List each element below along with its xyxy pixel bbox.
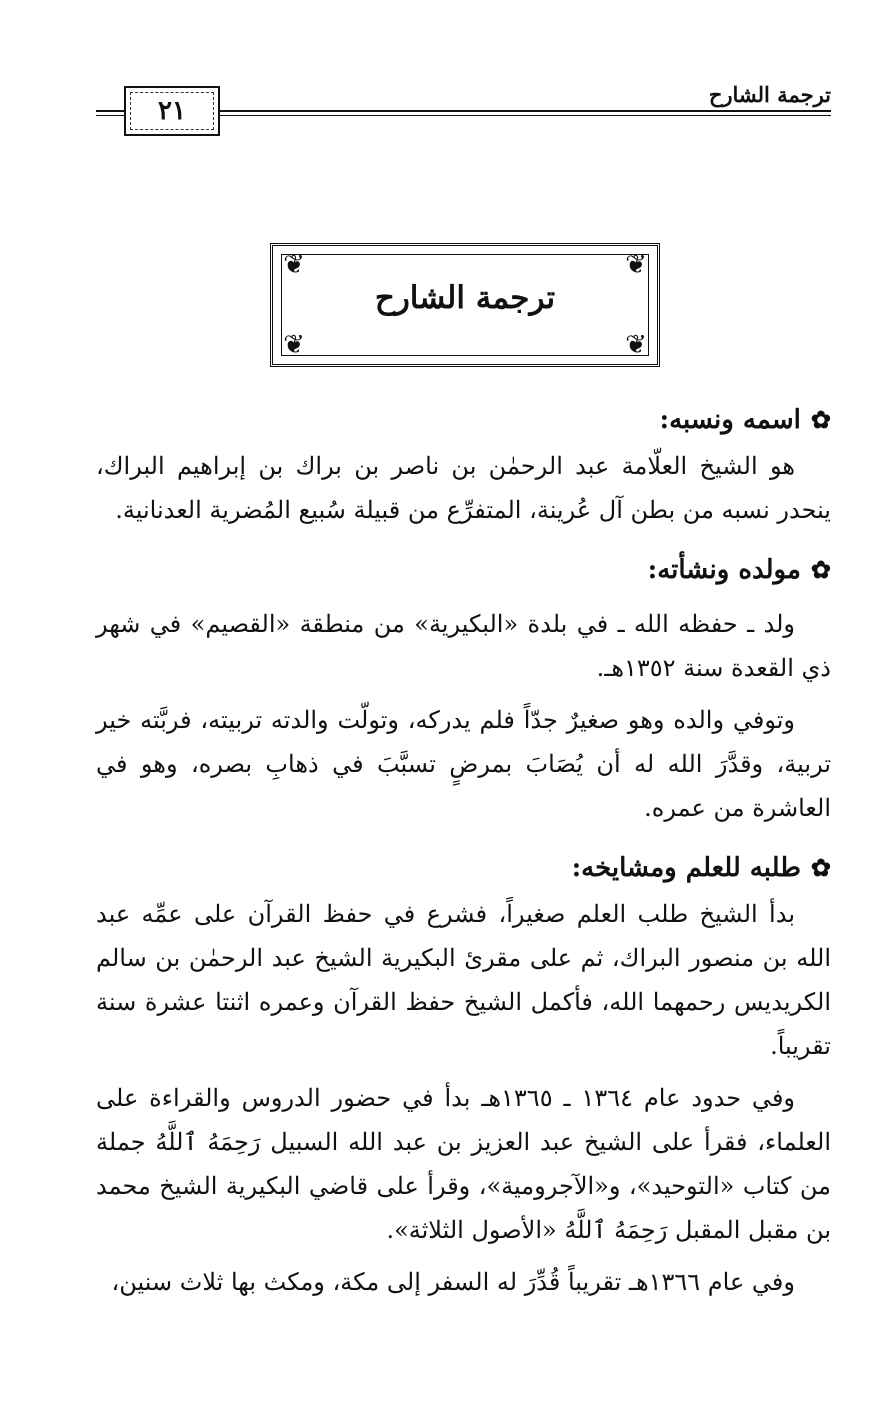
heading-name: [96, 396, 831, 444]
heading-study-text: طلبه للعلم ومشايخه:: [571, 853, 801, 883]
paragraph-study-1: بدأ الشيخ طلب العلم صغيراً، فشرع في حفظ القرآن على عمِّه عبد الله بن منصور البراك، ثم على مقرئ البكيرية الشيخ عبد الرحمٰن بن سالم الكريديس رحمهما الله، فأكمل الشيخ حفظ القرآن وعمره اثنتا عشرة سنة تقريباً.: [96, 900, 831, 1060]
ornament-icon: ❦: [283, 330, 305, 360]
flower-star-icon: ✿: [810, 405, 831, 434]
page-header: [96, 78, 831, 138]
flower-star-icon: ✿: [810, 853, 831, 882]
heading-birth-text: مولده ونشأته:: [647, 555, 801, 585]
ornament-icon: ❦: [625, 330, 647, 360]
heading-name-text: اسمه ونسبه:: [659, 405, 801, 435]
paragraph-birth-2: وتوفي والده وهو صغيرٌ جدّاً فلم يدركه، وتولّت والدته تربيته، فربَّته خير تربية، وقدَّرَ الله له أن يُصَابَ بمرضٍ تسبَّبَ في ذهابِ بصره، وهو في العاشرة من عمره.: [96, 706, 831, 822]
section-title-frame: [270, 243, 660, 367]
flower-star-icon: ✿: [810, 555, 831, 584]
paragraph-study-2: وفي حدود عام ١٣٦٤ ـ ١٣٦٥هـ بدأ في حضور الدروس والقراءة على العلماء، فقرأ على الشيخ عبد العزيز بن عبد الله السبيل رَحِمَهُ ٱللَّهُ جملة من كتاب «التوحيد»، و«الآجرومية»، وقرأ على قاضي البكيرية الشيخ محمد بن مقبل المقبل رَحِمَهُ ٱللَّهُ «الأصول الثلاثة».: [96, 1084, 831, 1244]
paragraph-study-3: وفي عام ١٣٦٦هـ تقريباً قُدِّرَ له السفر إلى مكة، ومكث بها ثلاث سنين،: [111, 1268, 795, 1296]
heading-birth: [96, 546, 831, 594]
page-number-box: [124, 86, 220, 136]
page-number: ٢١: [158, 96, 186, 126]
heading-study: [96, 844, 831, 892]
paragraph-name: هو الشيخ العلّامة عبد الرحمٰن بن ناصر بن براك بن إبراهيم البراك، ينحدر نسبه من بطن آل عُرينة، المتفرِّع من قبيلة سُبيع المُضرية العدنانية.: [96, 452, 831, 524]
section-title: ترجمة الشارح: [374, 280, 556, 316]
paragraph-birth-1: ولد ـ حفظه الله ـ في بلدة «البكيرية» من منطقة «القصيم» في شهر ذي القعدة سنة ١٣٥٢هـ.: [96, 610, 831, 682]
ornament-icon: ❦: [283, 250, 305, 280]
ornament-icon: ❦: [625, 250, 647, 280]
running-title: ترجمة الشارح: [708, 82, 831, 107]
page-body: [96, 396, 831, 1304]
